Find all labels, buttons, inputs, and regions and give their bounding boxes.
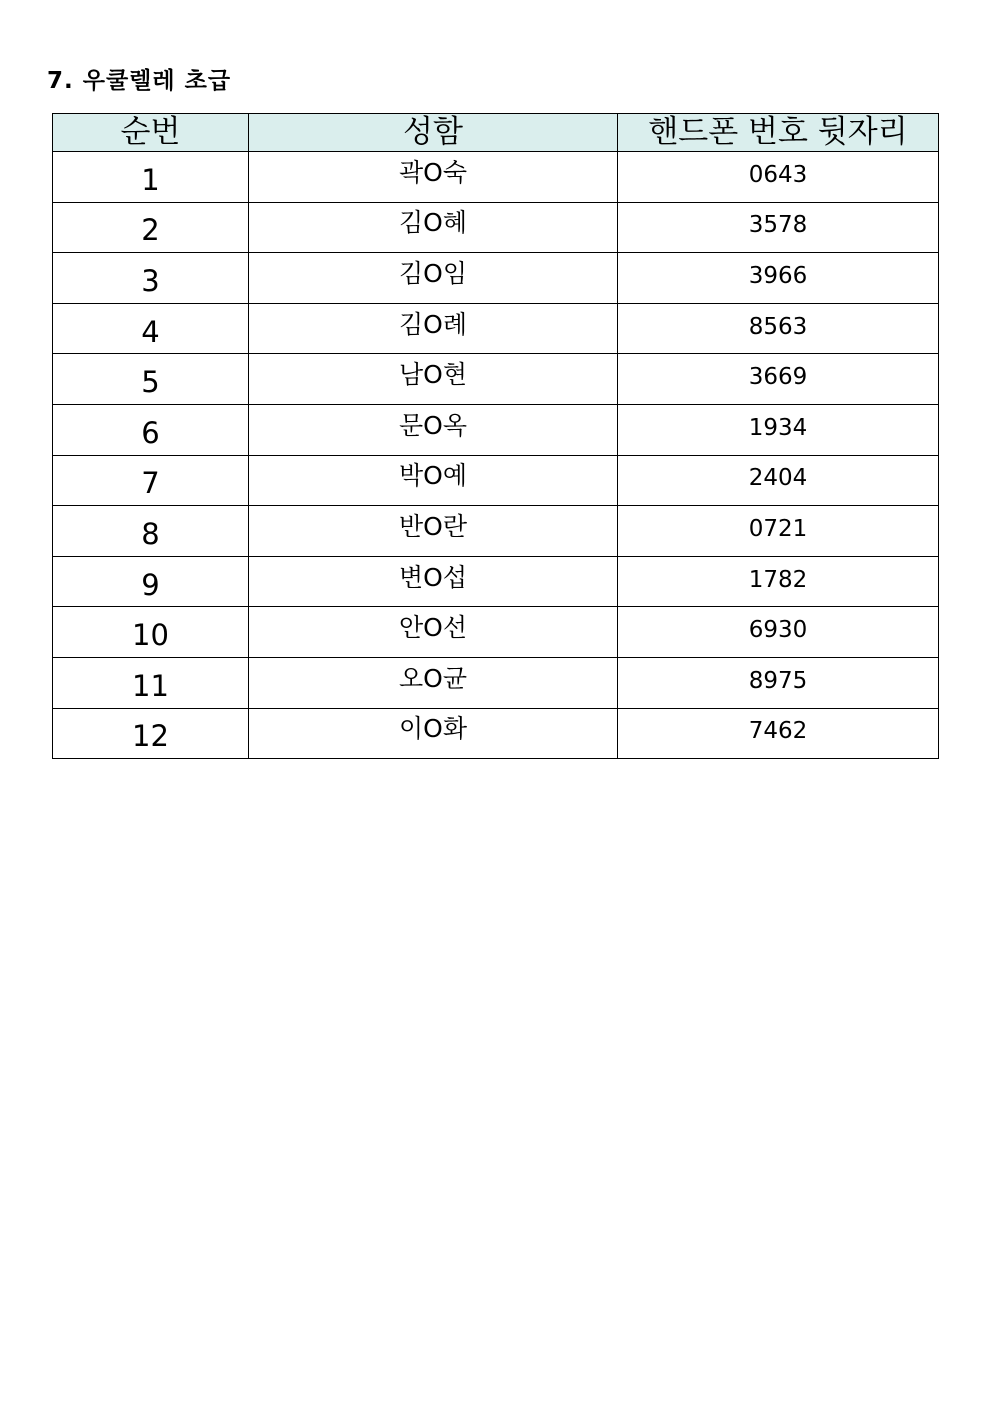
row-number: 11 [53,657,249,708]
row-number: 8 [53,506,249,557]
row-phone: 0643 [618,152,939,203]
row-number: 4 [53,303,249,354]
row-phone: 0721 [618,506,939,557]
row-phone: 7462 [618,708,939,759]
row-phone: 1934 [618,404,939,455]
row-phone: 8563 [618,303,939,354]
row-name: 안O선 [249,607,618,658]
row-name: 곽O숙 [249,152,618,203]
row-name: 김O례 [249,303,618,354]
row-name: 김O혜 [249,202,618,253]
row-name: 변O섭 [249,556,618,607]
row-phone: 8975 [618,657,939,708]
table-row [53,708,939,759]
row-phone: 1782 [618,556,939,607]
row-number: 9 [53,556,249,607]
row-phone: 3578 [618,202,939,253]
table-row [53,607,939,658]
page-title: 7. 우쿨렐레 초급 [47,68,232,94]
table-row [53,657,939,708]
column-header-number: 순번 [53,114,249,152]
table-row [53,506,939,557]
row-phone: 3966 [618,253,939,304]
table-row [53,202,939,253]
row-phone: 2404 [618,455,939,506]
row-name: 오O균 [249,657,618,708]
row-number: 10 [53,607,249,658]
table-row [53,253,939,304]
row-name: 박O예 [249,455,618,506]
row-name: 김O임 [249,253,618,304]
row-number: 2 [53,202,249,253]
row-number: 6 [53,404,249,455]
table-row [53,303,939,354]
row-name: 반O란 [249,506,618,557]
row-name: 문O옥 [249,404,618,455]
header-row [53,114,939,152]
participant-table [52,113,939,759]
table-row [53,152,939,203]
row-number: 12 [53,708,249,759]
table-row [53,404,939,455]
row-number: 3 [53,253,249,304]
column-header-phone: 핸드폰 번호 뒷자리 [618,114,939,152]
row-name: 남O현 [249,354,618,405]
row-name: 이O화 [249,708,618,759]
table-row [53,354,939,405]
column-header-name: 성함 [249,114,618,152]
table-row [53,455,939,506]
row-phone: 3669 [618,354,939,405]
row-number: 7 [53,455,249,506]
row-number: 5 [53,354,249,405]
table-body [53,152,939,759]
table-header [53,114,939,152]
row-phone: 6930 [618,607,939,658]
table-row [53,556,939,607]
row-number: 1 [53,152,249,203]
